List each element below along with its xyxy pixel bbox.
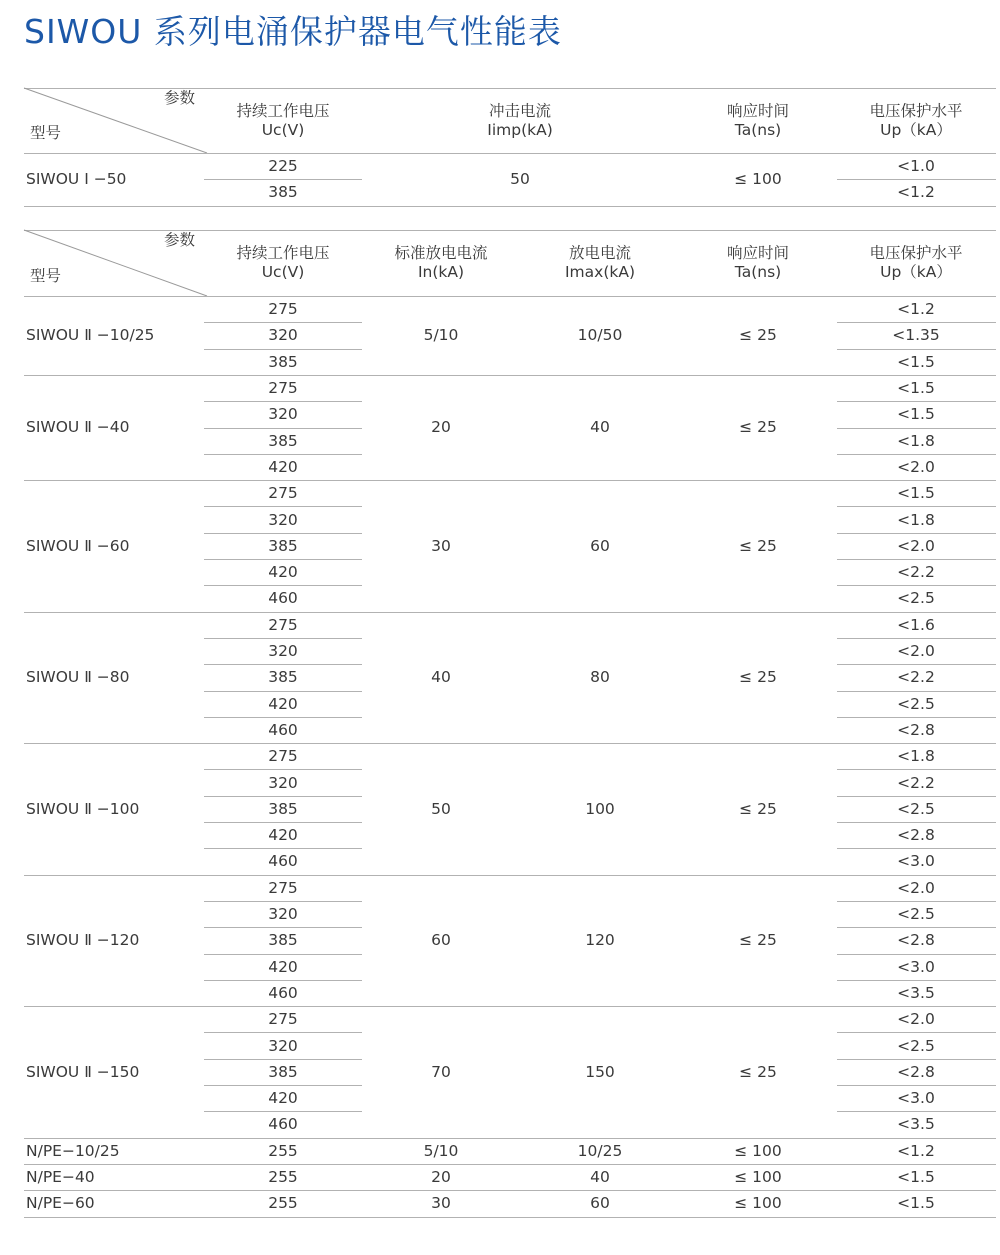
up-value: <1.35 — [892, 326, 940, 345]
column-header-zh: 电压保护水平 — [869, 101, 963, 120]
uc-value: 460 — [268, 1115, 298, 1134]
column-header — [198, 94, 368, 147]
imax-value: 100 — [585, 799, 615, 818]
in-value: 20 — [431, 1168, 451, 1187]
performance-table-class-1 — [24, 88, 996, 207]
model-name: N/PE−40 — [26, 1168, 95, 1187]
ta-value: ≤ 25 — [739, 418, 777, 437]
uc-value: 385 — [268, 668, 298, 687]
column-header — [841, 94, 991, 147]
uc-value: 420 — [268, 563, 298, 582]
imax-value: 120 — [585, 931, 615, 950]
up-value: <1.2 — [897, 300, 935, 319]
uc-value: 320 — [268, 326, 298, 345]
uc-value: 275 — [268, 878, 298, 897]
uc-value: 460 — [268, 983, 298, 1002]
in-value: 40 — [431, 668, 451, 687]
imax-value: 10/25 — [577, 1141, 623, 1160]
imax-value: 10/50 — [577, 326, 623, 345]
model-name: N/PE−60 — [26, 1194, 95, 1213]
column-header-en: In(kA) — [417, 263, 465, 281]
performance-table-class-2 — [24, 230, 996, 1218]
ta-value: ≤ 100 — [734, 170, 782, 189]
up-value: <1.6 — [897, 615, 935, 634]
ta-value: ≤ 25 — [739, 668, 777, 687]
up-value: <2.0 — [897, 457, 935, 476]
imax-value: 40 — [590, 418, 610, 437]
uc-value: 275 — [268, 484, 298, 503]
column-header — [198, 236, 368, 290]
uc-value: 385 — [268, 1062, 298, 1081]
up-value: <2.5 — [897, 905, 935, 924]
column-header-zh: 持续工作电压 — [236, 244, 330, 262]
up-value: <2.8 — [897, 931, 935, 950]
uc-value: 320 — [268, 405, 298, 424]
up-value: <1.8 — [897, 510, 935, 529]
uc-value: 275 — [268, 747, 298, 766]
uc-value: 385 — [268, 183, 298, 202]
corner-label-param: 参数 — [164, 89, 196, 107]
up-value: <1.8 — [897, 431, 935, 450]
up-value: <1.5 — [897, 484, 935, 503]
up-value: <2.0 — [897, 642, 935, 661]
uc-value: 420 — [268, 694, 298, 713]
iimp-value: 50 — [510, 170, 530, 189]
column-header — [683, 94, 833, 147]
ta-value: ≤ 100 — [734, 1141, 782, 1160]
column-header-en: Iimp(kA) — [487, 120, 553, 139]
up-value: <3.5 — [897, 983, 935, 1002]
up-value: <2.2 — [897, 563, 935, 582]
uc-value: 275 — [268, 1010, 298, 1029]
up-value: <1.5 — [897, 1194, 935, 1213]
model-name: SIWOU Ⅱ −100 — [26, 799, 140, 818]
corner-label-model: 型号 — [30, 267, 62, 285]
uc-value: 385 — [268, 931, 298, 950]
in-value: 60 — [431, 931, 451, 950]
uc-value: 320 — [268, 510, 298, 529]
up-value: <2.5 — [897, 694, 935, 713]
up-value: <3.0 — [897, 957, 935, 976]
column-header-en: Up（kA） — [880, 263, 952, 281]
uc-value: 320 — [268, 642, 298, 661]
up-value: <2.5 — [897, 589, 935, 608]
corner-label-param: 参数 — [164, 231, 196, 249]
model-name: SIWOU Ⅱ −80 — [26, 668, 130, 687]
uc-value: 320 — [268, 773, 298, 792]
column-header — [435, 94, 605, 147]
row-divider — [24, 206, 996, 207]
uc-value: 255 — [268, 1194, 298, 1213]
up-value: <2.0 — [897, 536, 935, 555]
up-value: <2.8 — [897, 720, 935, 739]
column-header-en: Uc(V) — [261, 120, 305, 139]
in-value: 30 — [431, 1194, 451, 1213]
uc-value: 460 — [268, 720, 298, 739]
up-value: <3.5 — [897, 1115, 935, 1134]
column-header — [366, 236, 516, 290]
up-value: <2.8 — [897, 826, 935, 845]
column-header-zh: 放电电流 — [568, 244, 631, 262]
column-header-en: Ta(ns) — [734, 120, 782, 139]
in-value: 50 — [431, 799, 451, 818]
column-header-en: Uc(V) — [261, 263, 305, 281]
column-header-zh: 响应时间 — [726, 101, 789, 120]
uc-value: 320 — [268, 1036, 298, 1055]
column-header-zh: 电压保护水平 — [869, 244, 963, 262]
column-header — [683, 236, 833, 290]
up-value: <1.5 — [897, 405, 935, 424]
column-header — [841, 236, 991, 290]
in-value: 5/10 — [423, 1141, 459, 1160]
up-value: <1.8 — [897, 747, 935, 766]
ta-value: ≤ 25 — [739, 1062, 777, 1081]
model-name: N/PE−10/25 — [26, 1141, 120, 1160]
up-value: <1.5 — [897, 1168, 935, 1187]
uc-value: 420 — [268, 1089, 298, 1108]
model-name: SIWOU Ⅰ −50 — [26, 170, 127, 189]
uc-value: 420 — [268, 957, 298, 976]
uc-value: 385 — [268, 352, 298, 371]
column-header-zh: 响应时间 — [726, 244, 789, 262]
column-header-en: Imax(kA) — [564, 263, 635, 281]
ta-value: ≤ 25 — [739, 536, 777, 555]
uc-value: 460 — [268, 852, 298, 871]
column-header-zh: 冲击电流 — [488, 101, 551, 120]
up-value: <1.2 — [897, 1141, 935, 1160]
column-header-en: Ta(ns) — [734, 263, 782, 281]
model-name: SIWOU Ⅱ −150 — [26, 1062, 140, 1081]
uc-value: 225 — [268, 157, 298, 176]
uc-value: 275 — [268, 615, 298, 634]
column-header — [525, 236, 675, 290]
in-value: 30 — [431, 536, 451, 555]
corner-label-model: 型号 — [30, 124, 62, 142]
model-name: SIWOU Ⅱ −10/25 — [26, 326, 155, 345]
up-value: <2.5 — [897, 799, 935, 818]
ta-value: ≤ 100 — [734, 1194, 782, 1213]
ta-value: ≤ 25 — [739, 931, 777, 950]
up-value: <2.0 — [897, 878, 935, 897]
up-value: <2.0 — [897, 1010, 935, 1029]
uc-value: 320 — [268, 905, 298, 924]
up-value: <2.5 — [897, 1036, 935, 1055]
up-value: <1.5 — [897, 352, 935, 371]
uc-value: 420 — [268, 826, 298, 845]
model-name: SIWOU Ⅱ −40 — [26, 418, 130, 437]
model-name: SIWOU Ⅱ −60 — [26, 536, 130, 555]
column-header-zh: 标准放电电流 — [394, 244, 488, 262]
up-value: <2.8 — [897, 1062, 935, 1081]
imax-value: 60 — [590, 1194, 610, 1213]
up-value: <2.2 — [897, 773, 935, 792]
up-value: <1.2 — [897, 183, 935, 202]
row-divider — [24, 1217, 996, 1218]
uc-value: 385 — [268, 431, 298, 450]
uc-value: 385 — [268, 799, 298, 818]
ta-value: ≤ 25 — [739, 326, 777, 345]
in-value: 5/10 — [423, 326, 459, 345]
imax-value: 80 — [590, 668, 610, 687]
column-header-en: Up（kA） — [880, 120, 952, 139]
up-value: <3.0 — [897, 852, 935, 871]
imax-value: 150 — [585, 1062, 615, 1081]
up-value: <2.2 — [897, 668, 935, 687]
uc-value: 275 — [268, 379, 298, 398]
up-value: <3.0 — [897, 1089, 935, 1108]
up-value: <1.5 — [897, 379, 935, 398]
uc-value: 255 — [268, 1168, 298, 1187]
uc-value: 385 — [268, 536, 298, 555]
uc-value: 255 — [268, 1141, 298, 1160]
ta-value: ≤ 100 — [734, 1168, 782, 1187]
uc-value: 275 — [268, 300, 298, 319]
column-header-zh: 持续工作电压 — [236, 101, 330, 120]
imax-value: 40 — [590, 1168, 610, 1187]
ta-value: ≤ 25 — [739, 799, 777, 818]
in-value: 20 — [431, 418, 451, 437]
up-value: <1.0 — [897, 157, 935, 176]
uc-value: 420 — [268, 457, 298, 476]
uc-value: 460 — [268, 589, 298, 608]
in-value: 70 — [431, 1062, 451, 1081]
page-title: SIWOU 系列电涌保护器电气性能表 — [24, 12, 562, 51]
model-name: SIWOU Ⅱ −120 — [26, 931, 140, 950]
imax-value: 60 — [590, 536, 610, 555]
